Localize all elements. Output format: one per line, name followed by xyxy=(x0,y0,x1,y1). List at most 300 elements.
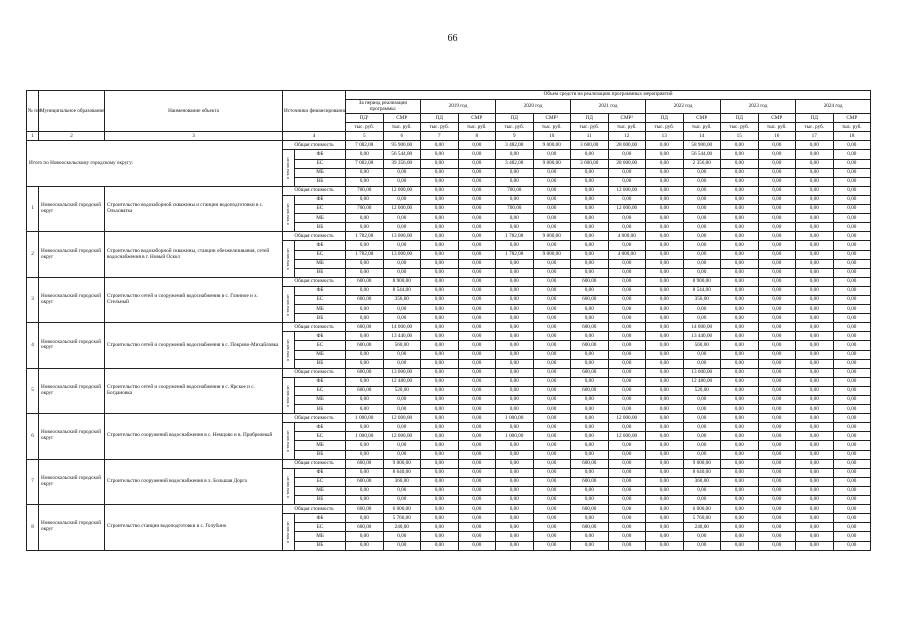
value-cell: 0,00 xyxy=(346,268,384,277)
value-cell: 0,00 xyxy=(646,259,684,268)
value-cell: 0,00 xyxy=(683,441,721,450)
value-cell: 0,00 xyxy=(421,241,459,250)
value-cell: 0,00 xyxy=(496,441,534,450)
column-number: 3 xyxy=(105,132,283,141)
value-cell: 0,00 xyxy=(608,286,646,295)
value-cell: 0,00 xyxy=(421,295,459,304)
value-cell: 0,00 xyxy=(533,223,571,232)
value-cell: 0,00 xyxy=(833,295,871,304)
value-cell: 0,00 xyxy=(383,441,421,450)
value-cell: 0,00 xyxy=(421,450,459,459)
source-label: БС xyxy=(295,523,346,532)
value-cell: 1 000,00 xyxy=(346,414,384,423)
group-num: 1 xyxy=(27,186,39,231)
value-cell: 0,00 xyxy=(646,205,684,214)
value-cell: 7 082,08 xyxy=(346,141,384,150)
value-cell: 0,00 xyxy=(383,396,421,405)
total-cost-label: Общая стоимость xyxy=(283,459,346,468)
in-that-number-label xyxy=(283,468,295,504)
value-cell: 0,00 xyxy=(458,177,496,186)
total-cost-label: Общая стоимость xyxy=(283,414,346,423)
value-cell: 0,00 xyxy=(496,523,534,532)
value-cell: 0,00 xyxy=(646,232,684,241)
value-cell: 3 482,08 xyxy=(496,159,534,168)
value-cell: 0,00 xyxy=(496,386,534,395)
in-that-number-text: в том числе: xyxy=(285,384,291,407)
value-cell: 0,00 xyxy=(796,195,834,204)
value-cell: 14 000,00 xyxy=(683,323,721,332)
value-cell: 0,00 xyxy=(721,268,759,277)
value-cell: 0,00 xyxy=(608,359,646,368)
value-cell: 0,00 xyxy=(796,232,834,241)
header-unit: тыс. руб. xyxy=(383,123,421,132)
group-num: 5 xyxy=(27,368,39,413)
source-label: ВБ xyxy=(295,541,346,550)
value-cell: 0,00 xyxy=(646,159,684,168)
value-cell: 0,00 xyxy=(346,214,384,223)
value-cell: 0,00 xyxy=(346,359,384,368)
value-cell: 4 000,00 xyxy=(608,250,646,259)
value-cell: 520,00 xyxy=(383,386,421,395)
header-year: 2021 год xyxy=(571,100,646,114)
value-cell: 0,00 xyxy=(758,214,796,223)
value-cell: 0,00 xyxy=(383,541,421,550)
value-cell: 0,00 xyxy=(383,305,421,314)
value-cell: 0,00 xyxy=(496,405,534,414)
value-cell: 0,00 xyxy=(646,414,684,423)
value-cell: 0,00 xyxy=(646,314,684,323)
value-cell: 0,00 xyxy=(758,341,796,350)
source-label: БС xyxy=(295,205,346,214)
value-cell: 0,00 xyxy=(833,486,871,495)
value-cell: 0,00 xyxy=(571,150,609,159)
value-cell: 600,00 xyxy=(346,323,384,332)
value-cell: 0,00 xyxy=(421,486,459,495)
value-cell: 0,00 xyxy=(608,505,646,514)
value-cell: 0,00 xyxy=(458,386,496,395)
value-cell: 0,00 xyxy=(683,223,721,232)
column-number: 1 xyxy=(27,132,39,141)
value-cell: 0,00 xyxy=(646,496,684,505)
value-cell: 560,00 xyxy=(683,341,721,350)
value-cell: 0,00 xyxy=(533,241,571,250)
value-cell: 0,00 xyxy=(646,368,684,377)
value-cell: 0,00 xyxy=(721,405,759,414)
value-cell: 14 000,00 xyxy=(383,323,421,332)
value-cell: 0,00 xyxy=(571,314,609,323)
value-cell: 0,00 xyxy=(608,450,646,459)
value-cell: 0,00 xyxy=(833,386,871,395)
value-cell: 0,00 xyxy=(346,441,384,450)
value-cell: 0,00 xyxy=(646,341,684,350)
value-cell: 0,00 xyxy=(608,195,646,204)
value-cell: 0,00 xyxy=(833,214,871,223)
source-label: МБ xyxy=(295,214,346,223)
value-cell: 1 782,08 xyxy=(496,232,534,241)
value-cell: 0,00 xyxy=(496,377,534,386)
column-number: 4 xyxy=(283,132,346,141)
value-cell: 0,00 xyxy=(533,477,571,486)
value-cell: 0,00 xyxy=(721,523,759,532)
value-cell: 8 544,00 xyxy=(683,286,721,295)
value-cell: 0,00 xyxy=(383,168,421,177)
value-cell: 0,00 xyxy=(721,141,759,150)
header-municipality: Муниципальное образование xyxy=(39,91,105,132)
value-cell: 0,00 xyxy=(533,505,571,514)
value-cell: 0,00 xyxy=(571,541,609,550)
value-cell: 0,00 xyxy=(721,486,759,495)
value-cell: 1 000,00 xyxy=(496,432,534,441)
group-total-row xyxy=(27,505,871,514)
value-cell: 0,00 xyxy=(383,241,421,250)
value-cell: 0,00 xyxy=(721,295,759,304)
value-cell: 0,00 xyxy=(571,359,609,368)
header-unit: тыс. руб. xyxy=(683,123,721,132)
value-cell: 0,00 xyxy=(758,241,796,250)
value-cell: 0,00 xyxy=(833,477,871,486)
value-cell: 600,00 xyxy=(346,523,384,532)
value-cell: 0,00 xyxy=(571,468,609,477)
column-number: 17 xyxy=(796,132,834,141)
value-cell: 0,00 xyxy=(646,377,684,386)
header-unit: тыс. руб. xyxy=(571,123,609,132)
column-number: 18 xyxy=(833,132,871,141)
value-cell: 0,00 xyxy=(458,532,496,541)
header-unit: тыс. руб. xyxy=(346,123,384,132)
value-cell: 0,00 xyxy=(796,468,834,477)
value-cell: 0,00 xyxy=(796,205,834,214)
value-cell: 0,00 xyxy=(533,186,571,195)
value-cell: 0,00 xyxy=(646,295,684,304)
value-cell: 0,00 xyxy=(571,423,609,432)
column-number: 16 xyxy=(758,132,796,141)
value-cell: 0,00 xyxy=(421,386,459,395)
value-cell: 0,00 xyxy=(646,350,684,359)
source-label: МБ xyxy=(295,168,346,177)
value-cell: 0,00 xyxy=(496,359,534,368)
value-cell: 0,00 xyxy=(833,141,871,150)
value-cell: 0,00 xyxy=(721,305,759,314)
value-cell: 0,00 xyxy=(346,286,384,295)
value-cell: 0,00 xyxy=(683,396,721,405)
value-cell: 0,00 xyxy=(421,368,459,377)
value-cell: 13 440,00 xyxy=(383,332,421,341)
value-cell: 0,00 xyxy=(421,414,459,423)
value-cell: 0,00 xyxy=(758,405,796,414)
source-label: БС xyxy=(295,295,346,304)
value-cell: 0,00 xyxy=(421,314,459,323)
value-cell: 12 000,00 xyxy=(608,432,646,441)
value-cell: 0,00 xyxy=(608,396,646,405)
value-cell: 0,00 xyxy=(758,423,796,432)
value-cell: 0,00 xyxy=(796,396,834,405)
value-cell: 0,00 xyxy=(421,532,459,541)
value-cell: 0,00 xyxy=(796,168,834,177)
value-cell: 0,00 xyxy=(796,386,834,395)
column-number: 7 xyxy=(421,132,459,141)
value-cell: 0,00 xyxy=(721,214,759,223)
value-cell: 2 356,00 xyxy=(683,159,721,168)
value-cell: 0,00 xyxy=(608,386,646,395)
value-cell: 0,00 xyxy=(646,214,684,223)
value-cell: 0,00 xyxy=(796,141,834,150)
value-cell: 0,00 xyxy=(833,405,871,414)
value-cell: 360,00 xyxy=(683,477,721,486)
value-cell: 0,00 xyxy=(721,541,759,550)
value-cell: 0,00 xyxy=(758,277,796,286)
header-unit: тыс. руб. xyxy=(533,123,571,132)
value-cell: 0,00 xyxy=(458,268,496,277)
value-cell: 0,00 xyxy=(721,205,759,214)
value-cell: 9 000,00 xyxy=(683,459,721,468)
value-cell: 0,00 xyxy=(346,305,384,314)
source-label: БС xyxy=(295,250,346,259)
value-cell: 600,00 xyxy=(571,477,609,486)
source-label: БС xyxy=(295,477,346,486)
value-cell: 356,00 xyxy=(683,295,721,304)
value-cell: 13 000,00 xyxy=(383,368,421,377)
value-cell: 0,00 xyxy=(496,368,534,377)
value-cell: 0,00 xyxy=(833,232,871,241)
value-cell: 0,00 xyxy=(646,423,684,432)
value-cell: 0,00 xyxy=(796,496,834,505)
header-unit: тыс. руб. xyxy=(721,123,759,132)
value-cell: 3 600,00 xyxy=(571,141,609,150)
group-total-row xyxy=(27,459,871,468)
value-cell: 0,00 xyxy=(608,223,646,232)
value-cell: 0,00 xyxy=(758,505,796,514)
value-cell: 0,00 xyxy=(833,541,871,550)
value-cell: 0,00 xyxy=(421,432,459,441)
value-cell: 0,00 xyxy=(458,186,496,195)
value-cell: 0,00 xyxy=(833,277,871,286)
in-that-number-text: в том числе: xyxy=(285,520,291,543)
header-pd: ПД xyxy=(721,114,759,123)
value-cell: 0,00 xyxy=(608,368,646,377)
value-cell: 0,00 xyxy=(796,532,834,541)
column-number: 14 xyxy=(683,132,721,141)
total-cost-label: Общая стоимость xyxy=(283,141,346,150)
value-cell: 0,00 xyxy=(571,432,609,441)
header-smr: СМР² xyxy=(533,114,571,123)
value-cell: 12 000,00 xyxy=(383,432,421,441)
value-cell: 0,00 xyxy=(758,477,796,486)
value-cell: 0,00 xyxy=(796,223,834,232)
value-cell: 0,00 xyxy=(458,396,496,405)
value-cell: 0,00 xyxy=(721,386,759,395)
group-municipality: Новооскольский городской округ xyxy=(39,459,105,504)
value-cell: 0,00 xyxy=(571,195,609,204)
value-cell: 0,00 xyxy=(758,396,796,405)
value-cell: 0,00 xyxy=(721,241,759,250)
value-cell: 0,00 xyxy=(796,314,834,323)
group-total-row xyxy=(27,368,871,377)
value-cell: 0,00 xyxy=(833,286,871,295)
value-cell: 0,00 xyxy=(833,223,871,232)
header-unit: тыс. руб. xyxy=(796,123,834,132)
value-cell: 0,00 xyxy=(721,423,759,432)
value-cell: 600,00 xyxy=(346,295,384,304)
value-cell: 0,00 xyxy=(721,223,759,232)
value-cell: 0,00 xyxy=(421,405,459,414)
value-cell: 0,00 xyxy=(346,377,384,386)
value-cell: 0,00 xyxy=(421,323,459,332)
value-cell: 0,00 xyxy=(833,450,871,459)
value-cell: 0,00 xyxy=(796,514,834,523)
value-cell: 0,00 xyxy=(458,350,496,359)
value-cell: 0,00 xyxy=(496,241,534,250)
value-cell: 0,00 xyxy=(721,195,759,204)
value-cell: 0,00 xyxy=(683,241,721,250)
value-cell: 0,00 xyxy=(646,468,684,477)
value-cell: 0,00 xyxy=(721,532,759,541)
value-cell: 0,00 xyxy=(721,496,759,505)
value-cell: 0,00 xyxy=(646,405,684,414)
value-cell: 0,00 xyxy=(758,177,796,186)
group-municipality: Новооскольский городской округ xyxy=(39,323,105,368)
value-cell: 0,00 xyxy=(383,532,421,541)
value-cell: 0,00 xyxy=(571,214,609,223)
value-cell: 0,00 xyxy=(796,323,834,332)
value-cell: 0,00 xyxy=(421,141,459,150)
value-cell: 12 000,00 xyxy=(383,186,421,195)
header-unit: тыс. руб. xyxy=(758,123,796,132)
value-cell: 600,00 xyxy=(571,459,609,468)
value-cell: 0,00 xyxy=(833,441,871,450)
value-cell: 240,00 xyxy=(683,523,721,532)
value-cell: 12 000,00 xyxy=(608,186,646,195)
value-cell: 0,00 xyxy=(458,277,496,286)
group-num: 4 xyxy=(27,323,39,368)
value-cell: 0,00 xyxy=(646,514,684,523)
value-cell: 0,00 xyxy=(421,150,459,159)
value-cell: 0,00 xyxy=(496,532,534,541)
column-number: 2 xyxy=(39,132,105,141)
value-cell: 0,00 xyxy=(533,414,571,423)
header-unit: тыс. руб. xyxy=(833,123,871,132)
value-cell: 0,00 xyxy=(346,223,384,232)
group-object-name: Строительство станции водоподготовки в с. Голубино xyxy=(105,505,283,550)
group-num: 3 xyxy=(27,277,39,322)
value-cell: 0,00 xyxy=(533,396,571,405)
value-cell: 0,00 xyxy=(646,505,684,514)
value-cell: 9 000,00 xyxy=(533,141,571,150)
in-that-number-label xyxy=(283,377,295,413)
value-cell: 0,00 xyxy=(683,305,721,314)
value-cell: 0,00 xyxy=(496,505,534,514)
group-total-row xyxy=(27,277,871,286)
value-cell: 0,00 xyxy=(533,350,571,359)
value-cell: 0,00 xyxy=(721,468,759,477)
group-municipality: Новооскольский городской округ xyxy=(39,414,105,459)
value-cell: 0,00 xyxy=(496,214,534,223)
value-cell: 0,00 xyxy=(458,295,496,304)
header-smr: СМР² xyxy=(608,114,646,123)
value-cell: 0,00 xyxy=(458,459,496,468)
value-cell: 0,00 xyxy=(533,259,571,268)
value-cell: 0,00 xyxy=(496,486,534,495)
value-cell: 0,00 xyxy=(533,468,571,477)
source-label: БС xyxy=(295,386,346,395)
value-cell: 0,00 xyxy=(683,314,721,323)
column-number: 10 xyxy=(533,132,571,141)
value-cell: 0,00 xyxy=(796,186,834,195)
value-cell: 0,00 xyxy=(833,195,871,204)
value-cell: 0,00 xyxy=(458,368,496,377)
value-cell: 0,00 xyxy=(533,214,571,223)
value-cell: 0,00 xyxy=(646,396,684,405)
column-number: 15 xyxy=(721,132,759,141)
value-cell: 0,00 xyxy=(833,350,871,359)
group-object-name: Строительство сетей и сооружений водоснабжения в с. Глинное и х. Стельный xyxy=(105,277,283,322)
value-cell: 0,00 xyxy=(496,332,534,341)
value-cell: 0,00 xyxy=(458,341,496,350)
header-pd: ПД xyxy=(796,114,834,123)
value-cell: 0,00 xyxy=(608,214,646,223)
value-cell: 0,00 xyxy=(608,441,646,450)
in-that-number-text: в том числе: xyxy=(285,293,291,316)
value-cell: 0,00 xyxy=(721,150,759,159)
value-cell: 6 000,00 xyxy=(683,505,721,514)
column-number: 12 xyxy=(608,132,646,141)
value-cell: 0,00 xyxy=(608,268,646,277)
value-cell: 0,00 xyxy=(796,405,834,414)
value-cell: 0,00 xyxy=(458,232,496,241)
value-cell: 0,00 xyxy=(683,168,721,177)
value-cell: 0,00 xyxy=(833,496,871,505)
value-cell: 0,00 xyxy=(796,523,834,532)
value-cell: 0,00 xyxy=(571,223,609,232)
value-cell: 0,00 xyxy=(646,241,684,250)
value-cell: 0,00 xyxy=(646,286,684,295)
value-cell: 0,00 xyxy=(458,168,496,177)
value-cell: 0,00 xyxy=(646,168,684,177)
value-cell: 0,00 xyxy=(833,532,871,541)
value-cell: 12 000,00 xyxy=(608,205,646,214)
total-cost-label: Общая стоимость xyxy=(283,277,346,286)
value-cell: 0,00 xyxy=(833,414,871,423)
value-cell: 0,00 xyxy=(421,259,459,268)
group-object-name: Строительство водозаборной скважины, станции обезжелезивания, сетей водоснабжения в г. Новый Оскол xyxy=(105,232,283,277)
value-cell: 0,00 xyxy=(833,323,871,332)
value-cell: 0,00 xyxy=(833,396,871,405)
value-cell: 0,00 xyxy=(646,250,684,259)
value-cell: 0,00 xyxy=(458,195,496,204)
value-cell: 0,00 xyxy=(458,468,496,477)
value-cell: 600,00 xyxy=(346,459,384,468)
value-cell: 0,00 xyxy=(533,177,571,186)
value-cell: 600,00 xyxy=(346,368,384,377)
group-object-name: Строительство сетей и сооружений водоснабжения в с. Ярское и с. Богдановка xyxy=(105,368,283,413)
value-cell: 0,00 xyxy=(421,396,459,405)
value-cell: 0,00 xyxy=(421,359,459,368)
value-cell: 12 480,00 xyxy=(383,377,421,386)
value-cell: 0,00 xyxy=(646,186,684,195)
in-that-number-text: в том числе: xyxy=(285,202,291,225)
value-cell: 0,00 xyxy=(646,477,684,486)
value-cell: 8 900,00 xyxy=(683,277,721,286)
value-cell: 0,00 xyxy=(796,259,834,268)
source-label: ФБ xyxy=(295,377,346,386)
value-cell: 8 900,00 xyxy=(383,277,421,286)
value-cell: 0,00 xyxy=(608,377,646,386)
value-cell: 0,00 xyxy=(721,459,759,468)
value-cell: 0,00 xyxy=(646,305,684,314)
value-cell: 0,00 xyxy=(458,541,496,550)
group-total-row xyxy=(27,232,871,241)
value-cell: 0,00 xyxy=(346,241,384,250)
value-cell: 0,00 xyxy=(383,496,421,505)
